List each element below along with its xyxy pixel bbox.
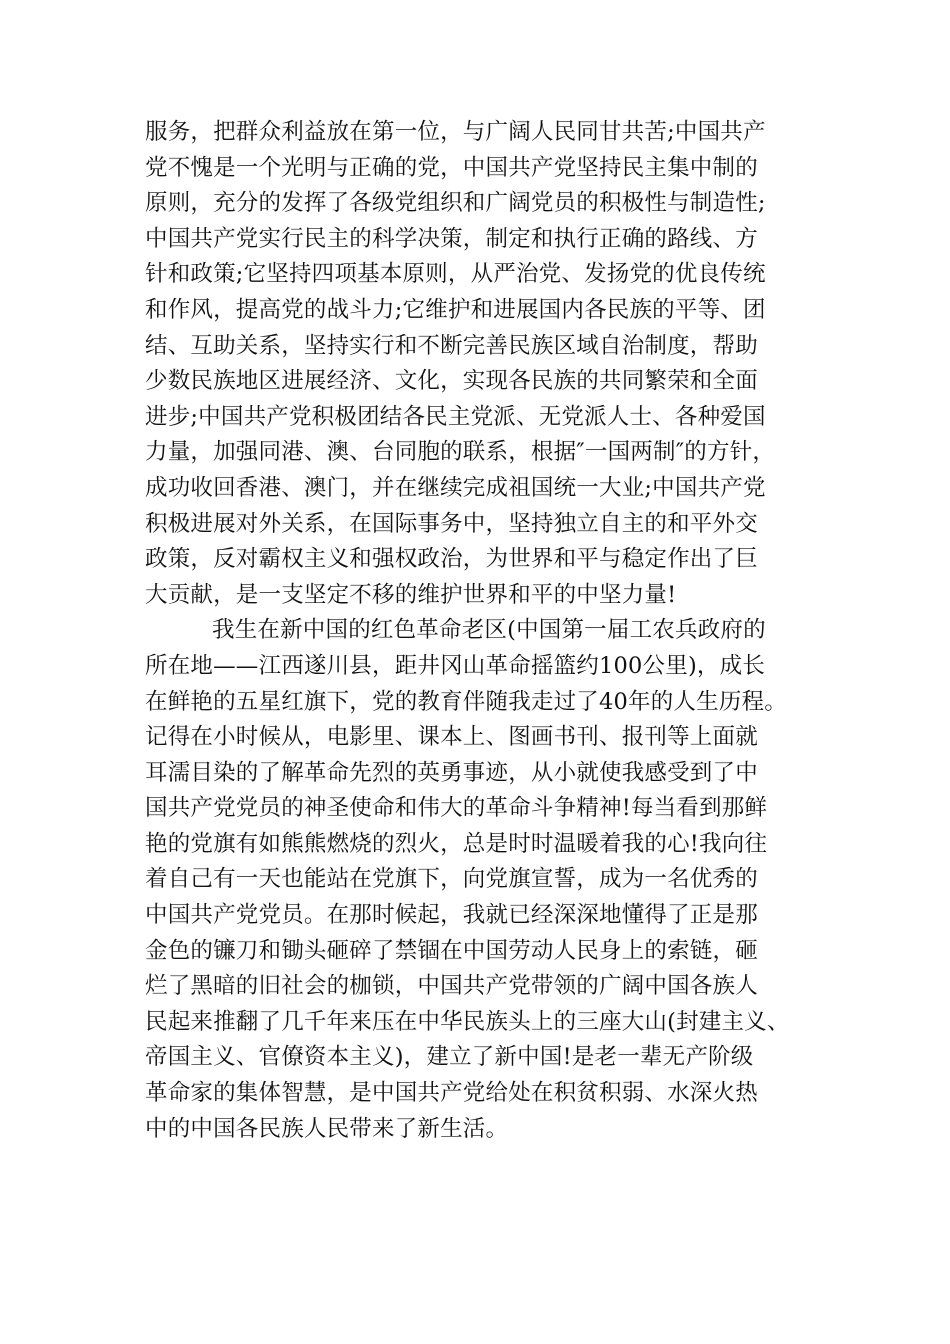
text-line: 记得在小时候从，电影里、课本上、图画书刊、报刊等上面就 xyxy=(145,724,758,751)
paragraph-start-line: 我生在新中国的红色革命老区(中国第一届工农兵政府的 xyxy=(212,617,766,644)
body-text xyxy=(145,115,825,1147)
text-line: 成功收回香港、澳门，并在继续完成祖国统一大业;中国共产党 xyxy=(145,474,766,501)
text-line: 服务，把群众利益放在第一位，与广阔人民同甘共苦;中国共产 xyxy=(145,119,766,145)
text-line: 在鲜艳的五星红旗下，党的教育伴随我走过了40年的人生历程。 xyxy=(145,688,787,715)
text-line: 金色的镰刀和锄头砸碎了禁锢在中国劳动人民身上的索链，砸 xyxy=(145,937,758,964)
text-line: 革命家的集体智慧，是中国共产党给处在积贫积弱、水深火热 xyxy=(145,1080,758,1107)
text-line: 所在地——江西遂川县，距井冈山革命摇篮约100公里)，成长 xyxy=(145,652,766,679)
text-line: 积极进展对外关系，在国际事务中，坚持独立自主的和平外交 xyxy=(145,510,758,537)
text-line: 和作风，提高党的战斗力;它维护和进展国内各民族的平等、团 xyxy=(145,296,766,323)
text-line: 帝国主义、官僚资本主义)，建立了新中国!是老一辈无产阶级 xyxy=(145,1044,754,1071)
text-line: 中的中国各民族人民带来了新生活。 xyxy=(145,1115,509,1142)
text-line: 耳濡目染的了解革命先烈的英勇事迹，从小就使我感受到了中 xyxy=(145,759,758,786)
text-line: 中国共产党党员。在那时候起，我就已经深深地懂得了正是那 xyxy=(145,902,758,929)
text-line: 党不愧是一个光明与正确的党，中国共产党坚持民主集中制的 xyxy=(145,154,758,181)
text-line: 大贡献，是一支坚定不移的维护世界和平的中坚力量! xyxy=(145,581,677,608)
text-line: 针和政策;它坚持四项基本原则，从严治党、发扬党的优良传统 xyxy=(145,261,766,288)
text-line: 原则，充分的发挥了各级党组织和广阔党员的积极性与制造性; xyxy=(145,190,766,217)
text-line: 进步;中国共产党积极团结各民主党派、无党派人士、各种爱国 xyxy=(145,403,766,430)
text-line: 中国共产党实行民主的科学决策，制定和执行正确的路线、方 xyxy=(145,225,758,252)
text-line: 力量，加强同港、澳、台同胞的联系，根据″一国两制″的方针， xyxy=(145,439,776,466)
text-line: 国共产党党员的神圣使命和伟大的革命斗争精神!每当看到那鲜 xyxy=(145,795,768,822)
text-line: 着自己有一天也能站在党旗下，向党旗宣誓，成为一名优秀的 xyxy=(145,866,758,893)
text-line: 艳的党旗有如熊熊燃烧的烈火，总是时时温暖着我的心!我向往 xyxy=(145,830,768,857)
text-line: 政策，反对霸权主义和强权政治，为世界和平与稳定作出了巨 xyxy=(145,546,758,573)
text-line: 民起来推翻了几千年来压在中华民族头上的三座大山(封建主义、 xyxy=(145,1008,790,1035)
text-line: 少数民族地区进展经济、文化，实现各民族的共同繁荣和全面 xyxy=(145,368,758,395)
text-line: 结、互助关系，坚持实行和不断完善民族区域自治制度，帮助 xyxy=(145,332,758,359)
text-line: 烂了黑暗的旧社会的枷锁，中国共产党带领的广阔中国各族人 xyxy=(145,973,758,1000)
